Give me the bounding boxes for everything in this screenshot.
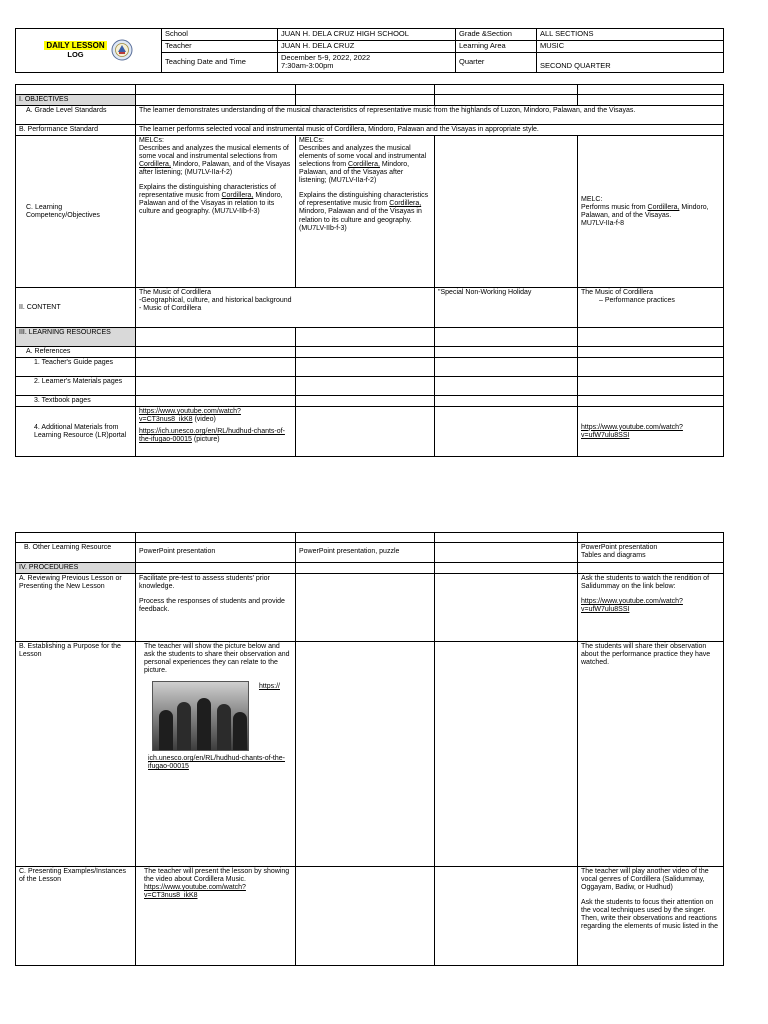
log-title: DAILY LESSON bbox=[46, 41, 105, 51]
proc-c-day1 bbox=[136, 867, 296, 966]
melc-link: Cordillera, bbox=[348, 161, 380, 169]
date-value-2: 7:30am-3:00pm bbox=[281, 61, 334, 71]
proc-a-label: A. Reviewing Previous Lesson or Presenting the New Lesson bbox=[16, 574, 136, 642]
melc-link: Cordillera, bbox=[221, 192, 254, 200]
date-value bbox=[278, 52, 456, 72]
picture-link-a[interactable]: https:// bbox=[258, 683, 280, 691]
other-line: PowerPoint presentation bbox=[581, 544, 658, 551]
video-link[interactable]: https://www.youtube.com/watch?v=CT3nus8_ikK8 bbox=[144, 884, 246, 900]
competency-day3 bbox=[435, 136, 578, 288]
proc-text: Ask the students to watch the rendition of Salidummay on the link below: bbox=[581, 575, 710, 591]
content-day4 bbox=[578, 288, 724, 328]
log-title-2: LOG bbox=[67, 49, 84, 59]
melc-head: MELCs: bbox=[139, 137, 164, 145]
video-link[interactable]: https://www.youtube.com/watch?v=ufW7ulu8SSI bbox=[581, 598, 683, 614]
link-note: (video) bbox=[194, 416, 216, 424]
proc-c-day4 bbox=[578, 867, 724, 966]
content-line: - Music of Cordillera bbox=[139, 305, 202, 313]
resources-heading: III. LEARNING RESOURCES bbox=[16, 328, 136, 347]
grade-label: Grade &Section bbox=[456, 29, 537, 41]
other-line: Tables and diagrams bbox=[581, 552, 646, 560]
teacher-value: JUAN H. DELA CRUZ bbox=[278, 41, 456, 53]
picture-link[interactable]: https://ich.unesco.org/en/RL/hudhud-chants-of-the-ifugao-00015 bbox=[139, 428, 285, 444]
teacher-label: Teacher bbox=[162, 41, 278, 53]
school-value: JUAN H. DELA CRUZ HIGH SCHOOL bbox=[278, 29, 456, 41]
melc-head: MELCs: bbox=[299, 137, 324, 145]
textbook-label: 3. Textbook pages bbox=[16, 396, 136, 407]
proc-a-day1 bbox=[136, 574, 296, 642]
deped-seal-icon bbox=[111, 39, 133, 61]
melc-text: Explains the distinguishing characteristics of representative music from bbox=[299, 192, 429, 208]
content-line: – Performance practices bbox=[599, 297, 675, 305]
other-day4 bbox=[578, 543, 724, 563]
performance-standard: The learner performs selected vocal and instrumental music of Cordillera, Mindoro, Palawan and the Visayas in appropriate style. bbox=[136, 125, 724, 136]
other-day1: PowerPoint presentation bbox=[136, 543, 296, 563]
melc-head: MELC: bbox=[581, 195, 603, 203]
school-label: School bbox=[162, 29, 278, 41]
proc-b-label: B. Establishing a Purpose for the Lesson bbox=[16, 642, 136, 867]
content-day1 bbox=[136, 288, 435, 328]
competency-day4 bbox=[578, 136, 724, 288]
proc-b-day4: The students will share their observation about the performance practice they have watched. bbox=[578, 642, 724, 867]
lesson-table-2 bbox=[15, 532, 724, 966]
melc-link: Cordillera, bbox=[139, 161, 171, 169]
melc-text: Mindoro, Palawan and of the Visayas in relation to its culture and geography. (MU7LV-IIb-f-3) bbox=[139, 192, 283, 216]
content-line: The Music of Cordillera bbox=[581, 289, 653, 297]
lm-label: 2. Learner's Materials pages bbox=[16, 377, 136, 396]
melc-code: MU7LV-IIa-f-8 bbox=[581, 219, 625, 227]
proc-a-day4 bbox=[578, 574, 724, 642]
procedures-heading: IV. PROCEDURES bbox=[16, 563, 136, 574]
melc-text: Mindoro, Palawan, and of the Visayas. bbox=[581, 203, 709, 219]
proc-text: Facilitate pre-test to assess students' prior knowledge. bbox=[139, 575, 270, 591]
area-label: Learning Area bbox=[456, 41, 537, 53]
content-line: -Geographical, culture, and historical background bbox=[139, 297, 292, 305]
date-value-1: December 5-9, 2022, 2022 bbox=[281, 52, 371, 62]
objectives-heading: I. OBJECTIVES bbox=[16, 95, 136, 106]
other-resources-label: B. Other Learning Resource bbox=[16, 543, 136, 563]
additional-label: 4. Additional Materials from Learning Resource (LR)portal bbox=[16, 407, 136, 457]
melc-text: Describes and analyzes the musical elements of some vocal and instrumental selections from bbox=[139, 145, 289, 161]
proc-text: Process the responses of students and provide feedback. bbox=[139, 598, 285, 614]
picture-link-b[interactable]: ich.unesco.org/en/RL/hudhud-chants-of-the-ifugao-00015 bbox=[148, 755, 285, 771]
additional-day4 bbox=[578, 407, 724, 457]
area-value: MUSIC bbox=[537, 41, 724, 53]
grade-level-standards-label: A. Grade Level Standards bbox=[16, 106, 136, 125]
proc-text: The teacher will play another video of the vocal genres of Cordillera (Salidummay, Oggayam, Badiw, or Hudhud) bbox=[581, 868, 709, 892]
competency-day2 bbox=[296, 136, 435, 288]
proc-c-label: C. Presenting Examples/Instances of the Lesson bbox=[16, 867, 136, 966]
melc-link: Cordillera, bbox=[647, 203, 680, 211]
quarter-label: Quarter bbox=[456, 52, 537, 72]
content-label: II. CONTENT bbox=[16, 288, 136, 328]
melc-text: Mindoro, Palawan and of the Visayas in relation to its culture and geography. (MU7LV-IIb-f-3) bbox=[299, 208, 422, 232]
melc-text: Mindoro, Palawan, and of the Visayas after listening; (MU7LV-IIa-f-2) bbox=[139, 161, 291, 177]
melc-link: Cordillera, bbox=[389, 200, 422, 208]
proc-text: The teacher will show the picture below and ask the students to share their observation and personal experiences they can relate to the picture. bbox=[144, 643, 290, 675]
grade-value: ALL SECTIONS bbox=[537, 29, 724, 41]
proc-text: Ask the students to focus their attention on the vocal techniques used by the singer. Then, write their observations and reactions regarding the elements of music listed in the bbox=[581, 899, 718, 931]
proc-b-day1 bbox=[136, 642, 296, 867]
quarter-value: SECOND QUARTER bbox=[537, 52, 724, 72]
lesson-table-1 bbox=[15, 84, 724, 457]
video-link[interactable]: https://www.youtube.com/watch?v=ufW7ulu8SSI bbox=[581, 423, 683, 439]
melc-text: Explains the distinguishing characteristics of representative music from bbox=[139, 184, 276, 200]
link-note: (picture) bbox=[193, 436, 220, 444]
melc-text: Describes and analyzes the musical elements of some vocal and instrumental selections from bbox=[299, 145, 427, 169]
competency-day1 bbox=[136, 136, 296, 288]
tg-label: 1. Teacher's Guide pages bbox=[16, 358, 136, 377]
proc-text: The teacher will present the lesson by showing the video about Cordillera Music. bbox=[144, 868, 290, 884]
additional-day1 bbox=[136, 407, 296, 457]
other-day2: PowerPoint presentation, puzzle bbox=[296, 543, 435, 563]
video-link[interactable]: https://www.youtube.com/watch?v=CT3nus8_ikK8 bbox=[139, 408, 241, 424]
references-label: A. References bbox=[16, 347, 136, 358]
hudhud-picture bbox=[152, 681, 249, 751]
melc-text: Performs music from bbox=[581, 203, 646, 211]
date-label: Teaching Date and Time bbox=[162, 52, 278, 72]
competency-label: C. Learning Competency/Objectives bbox=[16, 136, 136, 288]
content-line: The Music of Cordillera bbox=[139, 289, 211, 297]
performance-standard-label: B. Performance Standard bbox=[16, 125, 136, 136]
grade-level-standards: The learner demonstrates understanding of the musical characteristics of representative music from the highlands of Luzon, Mindoro, Palawan, and the Visayas. bbox=[136, 106, 724, 125]
log-title-cell bbox=[16, 29, 162, 73]
melc-text: Mindoro, Palawan, and of the Visayas after listening; (MU7LV-IIa-f-2) bbox=[299, 161, 410, 185]
header-table bbox=[15, 28, 724, 73]
content-day3: "Special Non-Working Holiday bbox=[435, 288, 578, 328]
